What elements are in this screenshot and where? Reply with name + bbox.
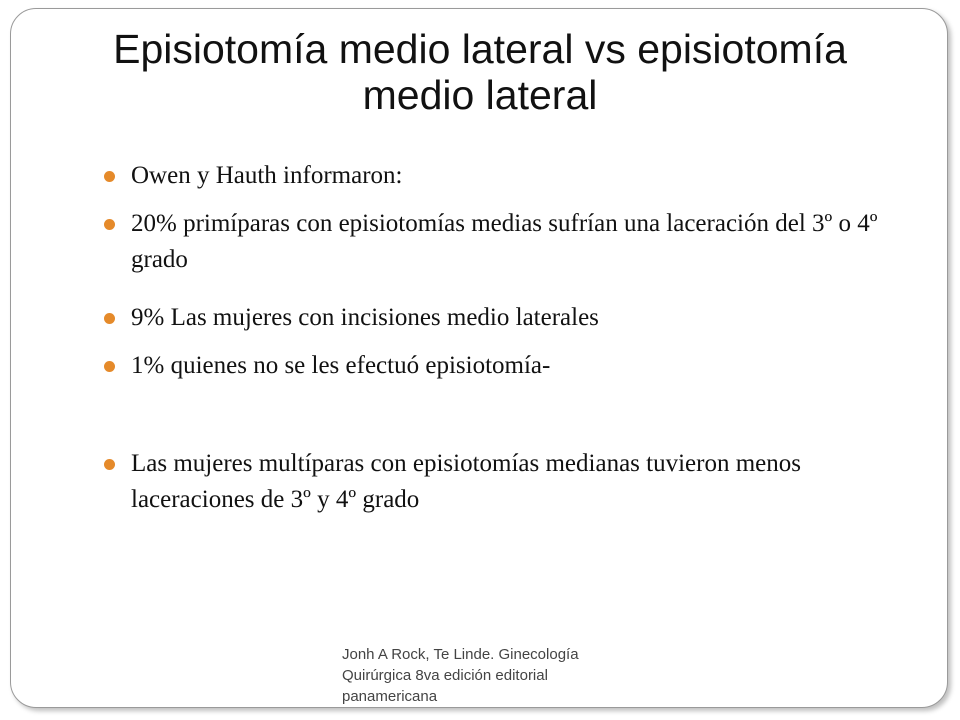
bullet-text: 9% Las mujeres con incisiones medio laterales [131,304,599,331]
bullet-item [104,206,904,278]
bullet-text: Owen y Hauth informaron: [131,162,403,189]
bullet-dot-icon [104,219,115,230]
slide-title: Episiotomía medio lateral vs episiotomía medio lateral [113,26,847,118]
bullet-dot-icon [104,171,115,182]
bullet-dot-icon [104,459,115,470]
bullet-text: 1% quienes no se les efectuó episiotomía- [131,352,551,379]
bullet-text: 20% primíparas con episiotomías medias sufrían una laceración del 3º o 4º grado [131,210,878,273]
bullet-item [104,348,904,384]
bullet-dot-icon [104,313,115,324]
source-citation: Jonh A Rock, Te Linde. Ginecología Quirúrgica 8va edición editorial panamericana [342,646,579,705]
bullet-text: Las mujeres multíparas con episiotomías medianas tuvieron menos laceraciones de 3º y 4º grado [131,450,801,513]
bullet-item [104,158,904,194]
bullet-dot-icon [104,361,115,372]
bullet-item [104,446,904,518]
bullet-item [104,300,904,336]
